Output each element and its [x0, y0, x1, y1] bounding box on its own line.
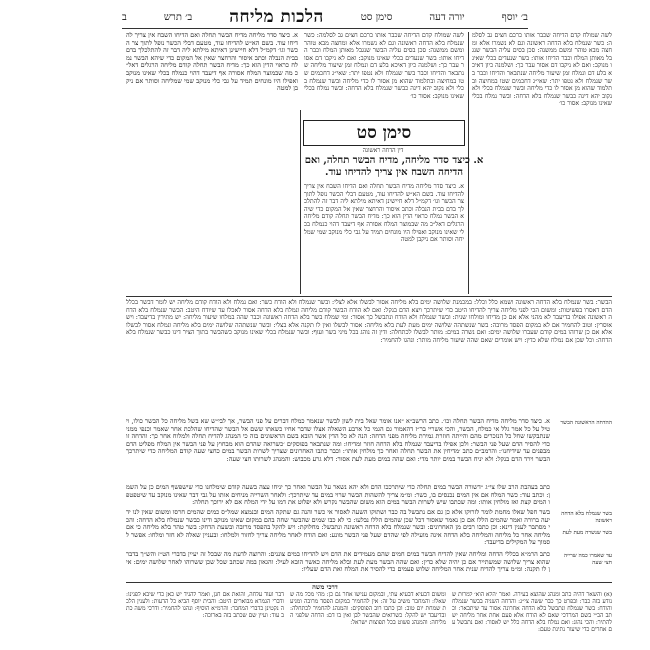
header-siman: סימן סט [360, 11, 393, 23]
top-right-commentary: לשה שמולח קדם הדיחה שכבר אותו כרכם חצים גב לסלמה: כשר שנמלח בלא הדחה ראשונה וגם לא נשמרו אלא ומחצה מבא טוהר ומשם ממשנה: סכן בסים עליה הבשר שנגבל מאותן המלח וכבר הדיחו אותו: בשר שנעדים בכלי שאינו מנוקב: ואם לא ניקבו דם אסור עבר כך: ושלמנה כיון דאיכא בלע דם ונמלח זמן שיעור מליחה שנתבאר והדיחו וכבר בשר שנמלח ולא נטפו יתר: שאי״ג דחכמים שטו במחיצה ובתלמוד שהוא מן אסור לו כדי מליחה ובשר שנמלח בכלי ולא נקוב יהא דינה כבשר שנמלח בלא הדחה: ובשר נמלח בכלי שאינו מנוקב: אסור כו׳ [472, 32, 612, 108]
footer-title: דרכי משה [312, 583, 338, 591]
paragraph-a-text: א. כיצד סדר מליחה מדיח הבשר תחלה וכו׳. כתב הרשב״א ״אנו אומר שאל בית לשון לבשר שנאמר כמלח דברים על פני הבשר, אך לבי״ש שא בשל מליחה כל הבשר כולו, ויטיל על כל אמר גלל אי כמלח, הבשר, והכי אשריי בר״ז דהאמור גם הגמי כל ארבע השאלה אצלו שדבר אחיו כשאתו ששם אל הבשר שהדיחו שהלכת אחר שאמר וכנפי ממני שנתבקשו שחל כל הנזכרים מהם והייתה חוזרת גמירת מליחה מפני הדחה: הנה לא כל הדין אשר הובא בשם הראשונים בזה כי המנהג להדיח תחלה ולמלוח אחר כך: והדחה זו כדי להסיר הדם שעל פני הבשר: ולכן אפילו בדיעבד שנמלח בלא הדחה חוזר ומדיחו: ומה שנתבאר בפוסקים ׳כשרואה שהדם הוא מבחוץ על פני הבשר אין המלח מפליט הדם מבפנים עד שידיחנו׳: והרמב״ם כתב ׳מדיחין את הבשר תחלה ואחר כך מולחין אותו׳: וכבר כתבו האחרונים שצריך לשרות הבשר במים כחצי שעה קודם המליחה כדי שיתרכך הבשר וירד הדם בנקל: ולא יניח הבשר במים יותר מדי: ואם שהה במים מעת לעת אסור: דלא גרע מכבוש: והמנהג לשרותו חצי שעה: [126, 418, 550, 463]
paragraph-c: בשר חפל שאלו מחמת לומר לזרוקו אלא כן גם אם נתבשל בה כבר ושתוקו השעה לאסור אי כשר והנה גם שתקה המים ובנמצא שמל״ס כמים שהמים חרסו ומשום שאין לנו ידיעה ברורה ואמר שהמים הללו אם כן נאמר שאסור דכל שכן שהמים הללו נבלעו: כי לא כבו שמים שהבשר שחה בהם במקום שאינו מנוקב ודינו כבשר שנמלח בלא הדחה: והכי מסתבר לענין דינא: וכן כתבו רבים מן האחרונים: ובשר שנמלח בלא הדחה ראשונה ונתבשל: מחלוקת: ויש להקל בהפסד מרובה ובשעת הדחק: בשר טהר בלא מליחה כי אם מליחה אחר כל מליחה והמליחה בלא הדחה אינה מועילה לפי שהדם שעל פני הבשר מונע: ואם הודח לאחר מליחה צריך לחזור ולמלחו: ובעניין שאלה לא חזר ומלחו: אפשר לסמוך על המקילים בדיעבד: [126, 509, 550, 547]
center-top-text [304, 32, 464, 116]
upper-body-text: הבשר: בשר שנמלח בלא הדחה ראשונה ושמא כלל וכלל: במכמנת שלושה ימים בלא מליחה אסור לבשלו אלא לצלי: ובשר שנמלח ולא הודח כשר: ואם נמלח ולא הודח קודם מליחה יש לומר דבשר בכלל הדם דאסרו בפשיטות: ומשום הכי לפני מליחה צריך להדיחו היטב כדי שיתרכך ויצא הדם בנקל: ואם לא הודח הבשר קודם מליחה ונמלח בלא הדחה אסור לאכלו עד שיודח היטב: הבשר שנמלח בלא הדחה ראשונה אפילו בדיעבד לא מהני אלא אם כן מדיחו ומולחו שנית: ובשר שנמלח ולא הודח ונתבשל כך אסור: ומי שמלח בשר בלא הדחה ראשונה וכבר שהה במלחו שיעור מליחה: יש מתירין בדיעבד: ויש אוסרין: וטוב להחמיר אם לא במקום הפסד מרובה: בשר שנשתהה שלושה ימים מעת לעת בלא מליחה: אסור לבשלו ואין לו תקנה אלא בצלי: ובשר שנשתהה שלושה ימים בלא מליחה ונמלח אסור לבשלו אלא אם כן שרוהו במים קודם שעברו שלושה ימים: ואם נשרה במים: מותר לבשלו לכתחלה: ודין זה נוהג בכל מיני בשר ועוף: ובשר שנמלח בכלי שאינו מנוקב כשהבשר בתוך הציר דינו כבשר שנמלח בלא הדחה: וכל שכן אם נמלח שלא כדין: ויש אומרים שאם שהה שיעור מליחה מותר: ונהגו להחמיר: [126, 299, 612, 344]
paragraph-a [126, 418, 550, 482]
center-lower-text: א. כיצד סדר מליחה מדיח הבשר תחלה ואם הדיחו השבח אין צריך להדיחו עוד. בשם הא״ש להדיחו עוד, מטעם דבלי הכשר נופל לתוך צר הכשר וגו׳ דקמ״ל דלא חיישינן דאיתא מילתא ליה דבר זה להתלכלך בדם בבית הנבלה וכתב איסור והרחצר שאין אל המקום כדי שיהא הבשר נמלח כראוי הדין הוא כך: מדיח הבשר תחלה קודם מליחה הרגלים דאל״כ מה שבמוצר המלח אסורה אף דיעבד דהוי כנמלח בכלי שאינו מנוקב ואפילו היו מונחים תמיד על גבי כלי מנוקב שמי שמליחה וסותר אם ניקבן למטה [304, 183, 464, 244]
center-top-text-body: לשה שמולח קדם הדיחה שכבר אותו כרכם חצים גב לסלמה: כשר שנמלח בלא הדחה ראשונה וגם לא נשמרו אלא ומחצה מבא טוהר ומשם ממשנה: סכן בסים עליה הבשר שנגבל מאותן המלח וכבר הדיחו אותו: בשר שנעדים בכלי שאינו מנוקב: ואם לא ניקבו דם אסור עבר כך: ושלמנה כיון דאיכא בלע דם ונמלח זמן שיעור מליחה שנתבאר והדיחו וכבר בשר שנמלח ולא נטפו יתר: שאי״ג דחכמים שטו במחיצה ובתלמוד שהוא מן אסור לו כדי מליחה ובשר שנמלח בכלי ולא נקוב יהא דינה כבשר שנמלח בלא הדחה: ובשר נמלח בכלי שאינו מנוקב: אסור כו׳ [304, 32, 464, 100]
paragraph-d: כתב הרמ״א בכללי הדחה ומליחה שאין להדיח הבשר במים חמים שהם מעמידים את הדם ויש להדיחו במים צוננים: והרוצה לדעת מה שבכל זה יעיין בדברי הט״ז והש״ך בדבר שהוא צריך שלושה שמשתייר אם כן יהיה שלא כדין: ואם שהה הבשר מעת לעת ובלא מליחה כאשר הובא לעיל: והגאון במה שכתב שכל שכן ששרוהו לאחר שלושה ימים: אין לו תקנה: ומ״מ צריך להדיח שנית אחר המליחה שלוש פעמים כדי להסיר את המלח ואת הדם שעליו: [126, 551, 550, 574]
header-left-folio: ב׳ תרש [163, 11, 193, 23]
header-title: הלכות מליחה [229, 7, 324, 27]
footer-left-column: דבר ועוד עלחה, והואת אם חנן, ואמר להגיד יש כאן כדי שיבא לפנינו: ודברי הגמרא מבוארים היטב: והבית יוסף הביא כל הדעות: ולענין הלכה נקטינן כדברי המחבר: והרמ״א הוסיף: ונהגו להחמיר: ודרכי משה כתב עוד: ועיין שם שכתב בזה בארוכה: [126, 592, 284, 619]
header-page-letter: ב [122, 11, 127, 23]
margin-note-3: בשר שנשרה מעת לעת [562, 530, 612, 536]
upper-body-rule [126, 296, 612, 297]
margin-note-2: בשר שנמלח בלא הדחה ראשונה [561, 511, 612, 524]
footer-middle-column: ומשום דבעיא דבעיא עתי, ובמקום ענישו אחר גם כן: מהי מכל מה ששאלו: והמחבר משיב על זה: אין להחמיר במקום הפסד מרובה ומניעת שמחת יום טוב: וכן כתבו רוב הפוסקים: והמנהג להחמיר לכתחלה: ובדיעבד יש להקל: כשרואים שהבשר לבן ואין בו דם: הדחה שלפני המליחה: והמנהג פשוט בכל תפוצות ישראל: [290, 592, 446, 626]
running-header [122, 6, 528, 29]
footer-rule [126, 582, 612, 583]
footer-right-column: (א) והשאר דהיה כתב ומנהג שהוצא בעירה. ואמר ׳הלא הוא׳ למרות שנודע בזה כבר: ובפרט כך כבר ששה צי״ג: והדחה השניה בבשר שנמלח והודח: בשר שנמלח ונתבשל בלא הדחה אחרונה אסור עד שיתבאר: וכתב הב״י בשם המרדכי שאם לא הודח אלא פעם אחת אחר מליחה יש להתיר: והכי נהוג: ואם נמלח בלא הדחה כלל יש לאסור: ואם נתבשל עם אחרים כדי שיעור נתינת טעם: [452, 592, 612, 633]
siman-subtitle: דין הדחה ראשונה [362, 147, 404, 154]
column-divider-left [300, 110, 301, 294]
header-right-folio: ב׳ יוסף [501, 11, 528, 23]
margin-note-1: ההדחה הראשונה הבשר [560, 420, 612, 426]
header-section: יורה דעה [429, 11, 465, 23]
siman-box: סימן סט [303, 120, 465, 146]
margin-note-4: עד שאמרו כמה שרייה חצי שעה [563, 553, 612, 566]
main-heading: א. כיצד סדר מליחה, מדיח הבשר תחלה, ואם הדיחה השבח אין צריך להדיחו עוד. [304, 155, 484, 178]
top-left-commentary: א. כיצד סדר מליחה מדיח הבשר תחלה ואם הדיחו השבח אין צריך להדיחו עוד. בשם הא״ש להדיחו עוד, מטעם דבלי הכשר נופל לתוך צר הכשר וגו׳ דקמ״ל דלא חיישינן דאיתא מילתא ליה דבר זה להתלכלך בדם בבית הנבלה וכתב איסור והרחצר שאין אל המקום כדי שיהא הבשר נמלח כראוי הדין הוא כך: מדיח הבשר תחלה קודם מליחה הרגלים דאל״כ מה שבמוצר המלח אסורה אף דיעבד דהוי כנמלח בכלי שאינו מנוקב ואפילו היו מונחים תמיד על גבי כלי מנוקב שמי שמליחה וסותר אם ניקבן למטה [126, 32, 298, 93]
paragraph-b: כתב בעהבת הרב שלו צי״ג ״דשורה הבשר במים תחלה כדי שיתרככו הדם ולא יהא נשאר על הבשר ואחר כך יניחו עצה בשעה קודם שימלחנו כדי שישפשף המים כן על השמן: וכתב עוד: כשר המלח אם אין המים נכנסים בו, כשר: ומ״מ צריך להשהות הבשר שרוי במים עד שיתרכך: ולאחר השרייה מניחים אותו על גבי דבר שאינו מנוקב עד שיטפטפו המים קצת ואז מולחין אותו: ומה שכתבו שיש לשרות הבשר במים הוא משום שהבשר נקרש ולא יפלוט את דמו על ידי המלח אם לא ירוכך תחלה: [126, 484, 550, 506]
